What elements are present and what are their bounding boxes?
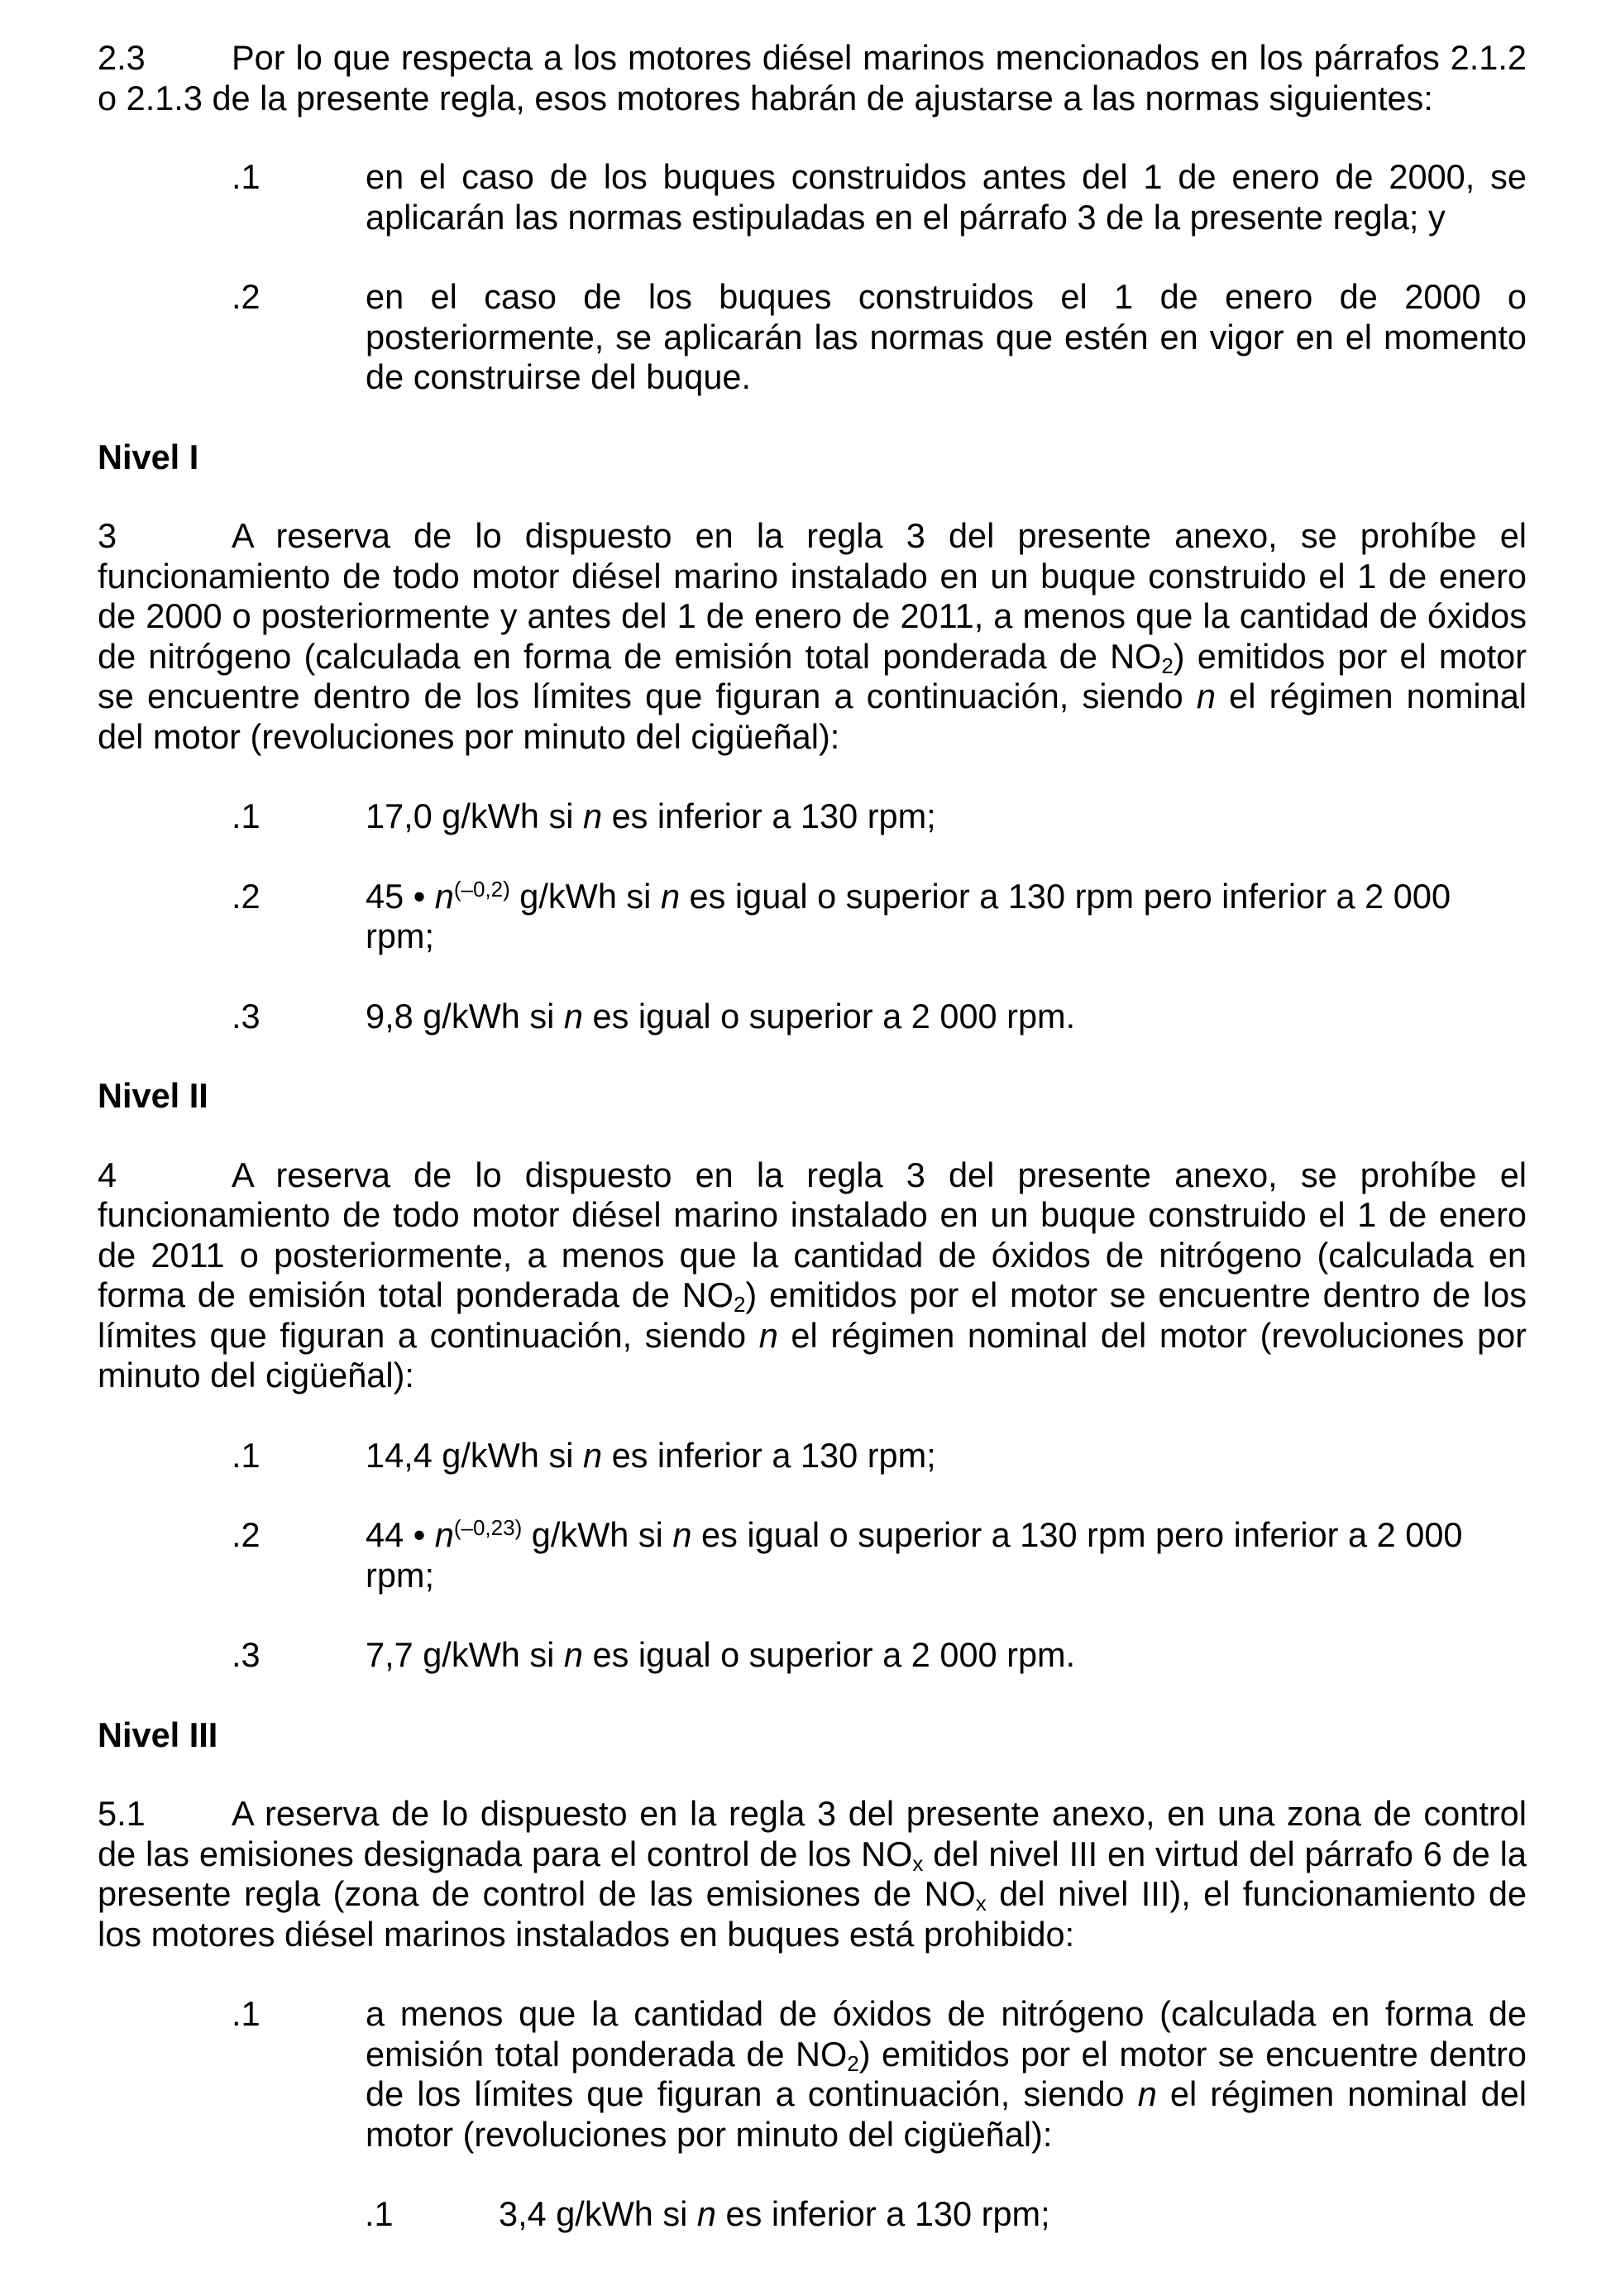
paragraph-number: 4 (98, 1155, 117, 1194)
list-item (232, 1994, 1527, 2155)
subscript: 2 (1161, 653, 1174, 678)
list-item (232, 997, 1527, 1037)
list-item (232, 1436, 1527, 1476)
item-number: .1 (232, 157, 261, 196)
paragraph-text: A reserva de lo dispuesto en la regla 3 del presente anexo, se prohíbe el funcionamiento de todo motor diésel marino instalado en un buque construido el 1 de enero de 2011 o posteriormente, a menos que la cantidad de óxidos de nitrógeno (calculada en forma de emisión total ponderada de NO (98, 1155, 1527, 1314)
item-number: .1 (232, 1435, 261, 1475)
item-text: en el caso de los buques construidos antes del 1 de enero de 2000, se aplicarán las normas estipuladas en el párrafo 3 de la presente regla; y (366, 157, 1527, 237)
list-item (232, 157, 1527, 237)
item-text: 14,4 g/kWh si n es inferior a 130 rpm; (366, 1435, 936, 1475)
item-text: en el caso de los buques construidos el 1 de enero de 2000 o posteriormente, se aplicarán las normas que estén en vigor en el momento de construirse del buque. (366, 277, 1527, 396)
list-subitem (365, 2194, 1527, 2235)
item-text: 45 • $n^{(-0,2)}$ g/kWh si n es igual o superior a 130 rpm pero inferior a 2 000 rpm; (366, 876, 1451, 955)
section-heading: Nivel I (98, 437, 199, 476)
item-text: a menos que la cantidad de óxidos de nitrógeno (calculada en forma de emisión total ponderada de $NO_2$) emitidos por el motor se encuentre dentro de los límites que figuran a continuación, siendo n el régimen nominal del motor (revoluciones por minuto del cigüeñal): (366, 1994, 1527, 2154)
item-text: 3,4 g/kWh si n es inferior a 130 rpm; (499, 2194, 1050, 2233)
paragraph-2-3 (98, 38, 1527, 118)
item-text: 44 • $n^{(-0,23)}$ g/kWh si n es igual o superior a 130 rpm pero inferior a 2 000 rpm; (366, 1515, 1463, 1595)
paragraph-number: 2.3 (98, 38, 146, 77)
list-item (232, 796, 1527, 837)
paragraph-5-1 (98, 1794, 1527, 1954)
paragraph-text: el régimen nominal del motor (revoluciones por minuto del cigüeñal): (98, 1315, 1527, 1394)
item-text: 7,7 g/kWh si n es igual o superior a 2 000 rpm. (366, 1635, 1076, 1674)
paragraph-text: ) emitidos por el motor se encuentre dentro de los límites que figuran a continuación, siendo (98, 1275, 1527, 1355)
paragraph-3 (98, 516, 1527, 757)
paragraph-text: ) emitidos por el motor se encuentre dentro de los límites que figuran a continuación, siendo (98, 636, 1527, 715)
item-number: .3 (232, 1635, 261, 1674)
item-number: .2 (232, 876, 261, 916)
item-number: .2 (232, 277, 261, 316)
variable-n: n (758, 1315, 778, 1355)
paragraph-number: 5.1 (98, 1794, 146, 1833)
paragraph-text: del nivel III), el funcionamiento de los motores diésel marinos instalados en buques está prohibido: (98, 1874, 1527, 1954)
item-number: .1 (232, 1994, 261, 2033)
item-number: .1 (365, 2194, 394, 2233)
paragraph-4 (98, 1155, 1527, 1396)
paragraph-text: A reserva de lo dispuesto en la regla 3 del presente anexo, en una zona de control de las emisiones designada para el control de los NO (98, 1794, 1527, 1873)
variable-n: n (1196, 677, 1216, 715)
list-item (232, 877, 1527, 957)
section-heading: Nivel III (98, 1715, 218, 1754)
subscript: x (912, 1850, 924, 1876)
paragraph-text: del nivel III en virtud del párrafo 6 de la presente regla (zona de control de las emisiones de NO (98, 1834, 1527, 1913)
item-number: .3 (232, 996, 261, 1036)
item-number: .1 (232, 796, 261, 835)
list-item (232, 1515, 1527, 1595)
paragraph-number: 3 (98, 516, 117, 555)
section-heading: Nivel II (98, 1076, 208, 1115)
item-text: 17,0 g/kWh si n es inferior a 130 rpm; (366, 796, 936, 835)
paragraph-text: el régimen nominal del motor (revoluciones por minuto del cigüeñal): (98, 677, 1527, 756)
paragraph-text: A reserva de lo dispuesto en la regla 3 del presente anexo, se prohíbe el funcionamiento de todo motor diésel marino instalado en un buque construido el 1 de enero de 2000 o posteriormente y antes del 1 de enero de 2011, a menos que la cantidad de óxidos de nitrógeno (calculada en forma de emisión total ponderada de NO (98, 516, 1527, 676)
list-item (232, 277, 1527, 398)
item-text: 9,8 g/kWh si n es igual o superior a 2 000 rpm. (366, 996, 1076, 1036)
item-number: .2 (232, 1515, 261, 1554)
subscript: x (975, 1891, 987, 1916)
paragraph-text: Por lo que respecta a los motores diésel marinos mencionados en los párrafos 2.1.2 o 2.1.3 de la presente regla, esos motores habrán de ajustarse a las normas siguientes: (98, 38, 1527, 117)
list-item (232, 1635, 1527, 1676)
subscript: 2 (733, 1292, 746, 1317)
document-page (98, 38, 1527, 2235)
